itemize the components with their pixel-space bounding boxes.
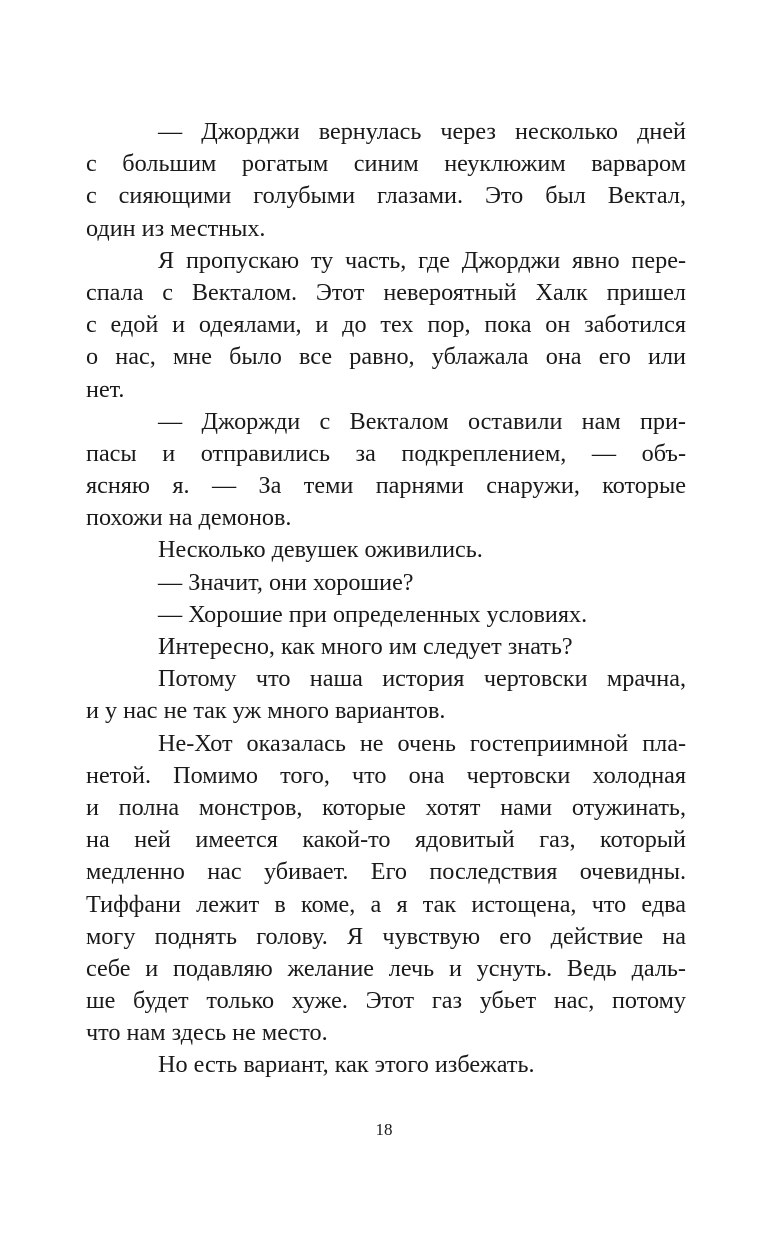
paragraph [86,599,686,631]
text-line: с сияющими голубыми глазами. Это был Вектал, [86,182,686,210]
text-line: — Джорджи вернулась через несколько дней [158,118,686,145]
page-number: 18 [375,1120,393,1139]
text-line: один из местных. [86,214,266,242]
paragraph [86,245,686,406]
text-line: на ней имеется какой-то ядовитый газ, который [86,826,686,854]
paragraph [86,631,686,663]
paragraph [86,728,686,1050]
text-line: пасы и отправились за подкреплением, — объ- [86,439,686,467]
text-line: Потому что наша история чертовски мрачна, [158,665,686,693]
text-line: ше будет только хуже. Этот газ убьет нас, потому [86,987,686,1015]
text-line: себе и подавляю желание лечь и уснуть. Ведь даль- [86,954,686,982]
text-line: Я пропускаю ту часть, где Джорджи явно пере- [158,246,686,274]
paragraph [86,116,686,245]
paragraph [86,534,686,566]
text-line: могу поднять голову. Я чувствую его действие на [86,922,686,950]
text-line: — Джоржди с Векталом оставили нам при- [158,407,686,435]
text-line: Интересно, как много им следует знать? [158,633,573,660]
text-line: с едой и одеялами, и до тех пор, пока он заботился [86,311,686,339]
text-line: спала с Векталом. Этот невероятный Халк пришел [86,278,686,306]
text-line: что нам здесь не место. [86,1019,328,1047]
body-text [86,116,686,1082]
text-line: Несколько девушек оживились. [158,536,483,564]
paragraph [86,1049,686,1081]
text-line: — Значит, они хорошие? [158,568,414,596]
text-line: нетой. Помимо того, что она чертовски холодная [86,761,686,789]
text-line: о нас, мне было все равно, ублажала она его или [86,343,686,371]
text-line: и у нас не так уж много вариантов. [86,697,446,725]
paragraph [86,567,686,599]
text-line: похожи на демонов. [86,504,292,532]
paragraph [86,663,686,727]
text-line: Тиффани лежит в коме, а я так истощена, что едва [86,890,686,918]
text-line: — Хорошие при определенных условиях. [158,600,588,628]
text-line: с большим рогатым синим неуклюжим варваром [86,150,686,178]
text-line: и полна монстров, которые хотят нами отужинать, [86,793,686,821]
text-line: Но есть вариант, как этого избежать. [158,1051,535,1079]
text-line: Не-Хот оказалась не очень гостеприимной пла- [158,729,686,757]
text-line: нет. [86,375,125,403]
text-line: медленно нас убивает. Его последствия очевидны. [86,858,686,886]
paragraph [86,406,686,535]
text-line: ясняю я. — За теми парнями снаружи, которые [86,472,686,500]
